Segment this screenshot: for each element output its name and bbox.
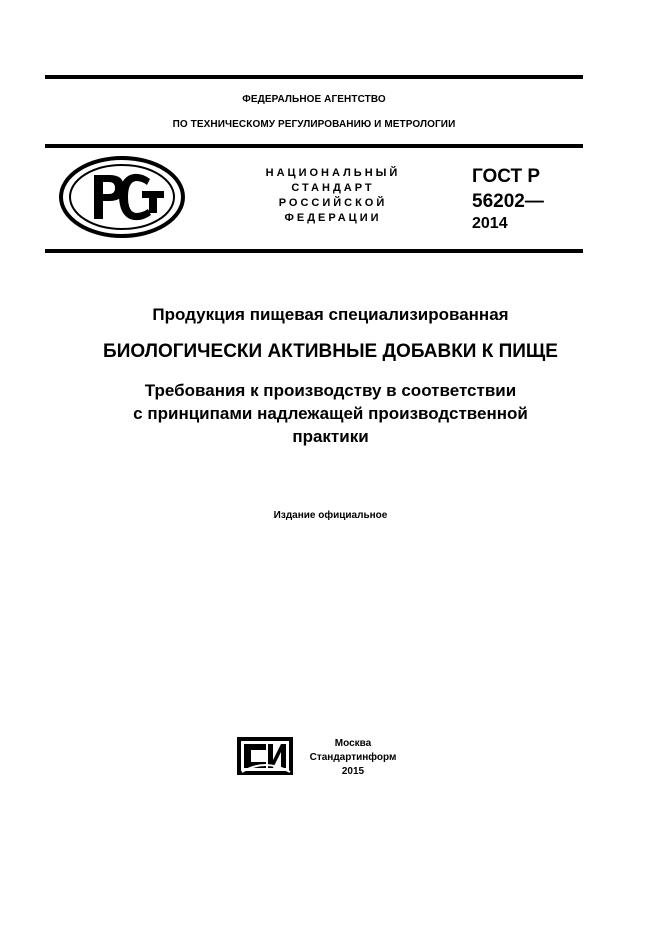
gost-number: 56202—: [472, 191, 544, 212]
standard-designation: [472, 164, 544, 234]
publisher-block: [300, 737, 406, 779]
gost-year: 2014: [472, 215, 508, 232]
edition-label: Издание официальное: [273, 510, 388, 521]
title-subtitle: [0, 379, 661, 448]
title-main: БИОЛОГИЧЕСКИ АКТИВНЫЕ ДОБАВКИ К ПИЩЕ: [103, 341, 558, 362]
national-line-1: НАЦИОНАЛЬНЫЙ: [265, 167, 401, 179]
national-line-3: РОССИЙСКОЙ: [278, 197, 388, 209]
publisher-city: Москва: [334, 738, 372, 749]
rst-certification-mark-icon: [58, 155, 186, 239]
gost-designation: ГОСТ Р: [472, 166, 541, 187]
title-product-category: Продукция пищевая специализированная: [152, 305, 509, 324]
national-line-2: СТАНДАРТ: [291, 182, 375, 194]
subtitle-line-1: Требования к производству в соответствии: [144, 381, 517, 400]
agency-line-1: ФЕДЕРАЛЬНОЕ АГЕНТСТВО: [242, 94, 386, 105]
national-standard-caption: [255, 166, 411, 226]
middle-rule: [45, 144, 583, 148]
agency-line-2: ПО ТЕХНИЧЕСКОМУ РЕГУЛИРОВАНИЮ И МЕТРОЛОГИИ: [172, 119, 456, 130]
national-line-4: ФЕДЕРАЦИИ: [284, 212, 382, 224]
bottom-rule: [45, 249, 583, 253]
subtitle-line-3: практики: [292, 427, 369, 446]
publisher-year: 2015: [341, 766, 365, 777]
standartinform-logo-icon: [236, 736, 294, 776]
top-rule: [45, 75, 583, 79]
publisher-name: Стандартинформ: [309, 752, 397, 763]
subtitle-line-2: с принципами надлежащей производственной: [133, 404, 528, 423]
